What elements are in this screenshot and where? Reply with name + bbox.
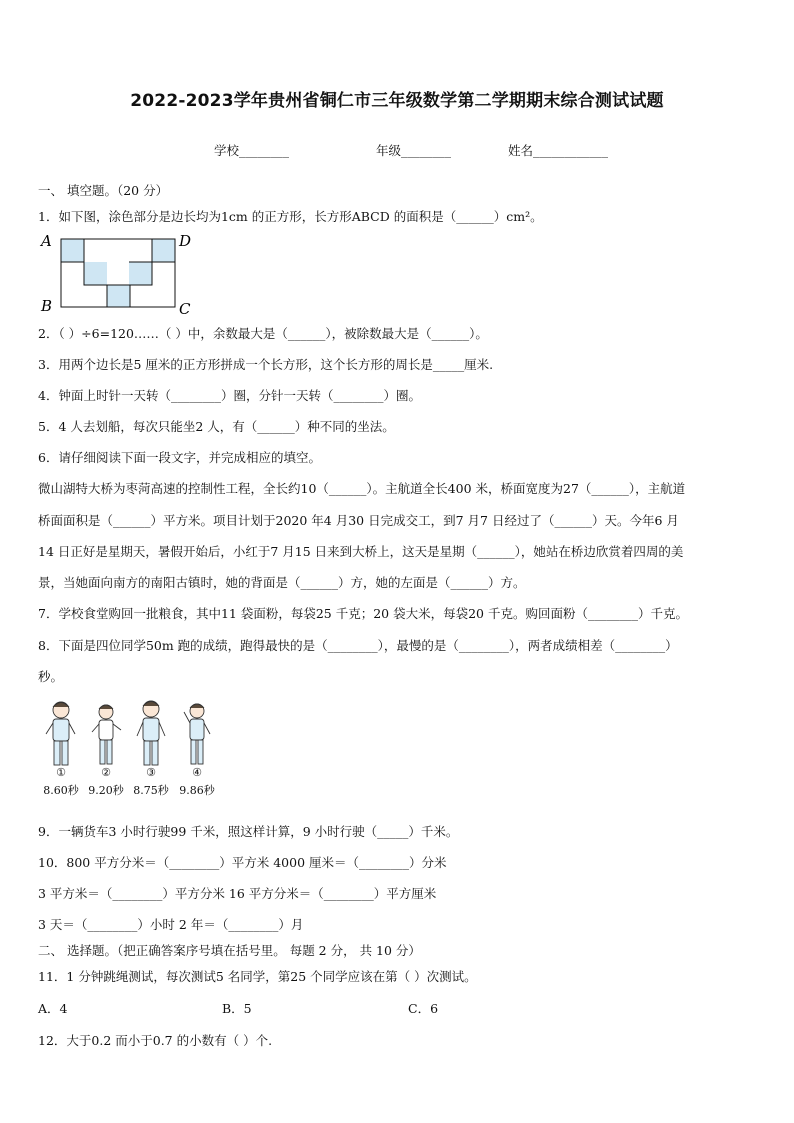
runner-time: 8.75秒 xyxy=(133,784,169,797)
page-title: 2022-2023学年贵州省铜仁市三年级数学第二学期期末综合测试试题 xyxy=(130,91,664,111)
shaded-square xyxy=(107,285,130,307)
question-10-line: 3 平方米＝（________）平方分米 16 平方分米＝（________）平方厘米 xyxy=(38,886,437,901)
runner-time: 9.20秒 xyxy=(88,784,124,797)
kid-figure xyxy=(184,704,210,764)
question-3: 3．用两个边长是5 厘米的正方形拼成一个长方形，这个长方形的周长是_____厘米. xyxy=(38,357,494,372)
question-5: 5．4 人去划船，每次只能坐2 人，有（______）种不同的坐法。 xyxy=(38,419,395,434)
label-a: A xyxy=(41,232,52,250)
question-8: 8．下面是四位同学50m 跑的成绩，跑得最快的是（________），最慢的是（________），两者成绩相差（________） xyxy=(38,638,678,653)
shaded-square xyxy=(152,239,175,262)
option-a: A．4 xyxy=(38,1001,68,1016)
section-heading-fill-in: 一、 填空题。（20 分） xyxy=(38,183,169,198)
question-11: 11．1 分钟跳绳测试，每次测试5 名同学，第25 个同学应该在第（ ）次测试。 xyxy=(38,969,477,984)
name-field: 姓名____________ xyxy=(508,143,609,158)
kid-figure xyxy=(92,705,121,764)
kid-figure xyxy=(46,702,75,765)
section-heading-choice: 二、 选择题。（把正确答案序号填在括号里。 每题 2 分， 共 10 分） xyxy=(38,943,421,958)
question-9: 9．一辆货车3 小时行驶99 千米，照这样计算，9 小时行驶（_____）千米。 xyxy=(38,824,459,839)
runners-illustration xyxy=(38,698,238,798)
shaded-square xyxy=(84,262,107,285)
rectangle-abcd-figure xyxy=(38,230,198,316)
question-10-line: 10．800 平方分米＝（________）平方米 4000 厘米＝（________）分米 xyxy=(38,855,447,870)
question-6-paragraph-line: 微山湖特大桥为枣菏高速的控制性工程，全长约10（______）。主航道全长400 米，桥面宽度为27（______），主航道 xyxy=(38,481,686,496)
school-field: 学校________ xyxy=(214,143,290,158)
kids-figures xyxy=(38,698,238,770)
label-c: C xyxy=(179,300,191,316)
question-2: 2．（ ）÷6=120……（ ）中，余数最大是（______），被除数最大是（______）。 xyxy=(38,326,488,341)
question-8-continued: 秒。 xyxy=(38,669,64,684)
label-d: D xyxy=(179,232,192,250)
runner-number: ① xyxy=(56,766,66,779)
shaded-square xyxy=(61,239,84,262)
question-4: 4．钟面上时针一天转（________）圈，分针一天转（________）圈。 xyxy=(38,388,421,403)
kid-figure xyxy=(137,701,165,765)
question-6-paragraph-line: 14 日正好是星期天，暑假开始后，小红于7 月15 日来到大桥上，这天是星期（______），她站在桥边欣赏着四周的美 xyxy=(38,544,684,559)
runner-number: ② xyxy=(101,766,111,779)
shaded-square xyxy=(129,262,152,285)
label-b: B xyxy=(41,297,53,315)
option-c: C．6 xyxy=(408,1001,439,1016)
question-1: 1．如下图，涂色部分是边长均为1cm 的正方形，长方形ABCD 的面积是（______）cm²。 xyxy=(38,209,543,224)
question-7: 7．学校食堂购回一批粮食，其中11 袋面粉，每袋25 千克；20 袋大米，每袋20 千克。购回面粉（________）千克。 xyxy=(38,606,688,621)
question-6-paragraph-line: 景，当她面向南方的南阳古镇时，她的背面是（______）方，她的左面是（______）方。 xyxy=(38,575,526,590)
runner-number: ③ xyxy=(146,766,156,779)
runner-number: ④ xyxy=(192,766,202,779)
grade-field: 年级________ xyxy=(376,143,452,158)
option-b: B．5 xyxy=(222,1001,252,1016)
question-12: 12．大于0.2 而小于0.7 的小数有（ ）个. xyxy=(38,1033,273,1048)
shaded-squares xyxy=(61,239,175,307)
question-6-paragraph-line: 桥面面积是（______）平方米。项目计划于2020 年4 月30 日完成交工，到7 月7 日经过了（______）天。今年6 月 xyxy=(38,513,679,528)
question-6: 6．请仔细阅读下面一段文字，并完成相应的填空。 xyxy=(38,450,321,465)
runner-time: 8.60秒 xyxy=(43,784,79,797)
runner-time: 9.86秒 xyxy=(179,784,215,797)
question-10-line: 3 天＝（________）小时 2 年＝（________）月 xyxy=(38,917,304,932)
